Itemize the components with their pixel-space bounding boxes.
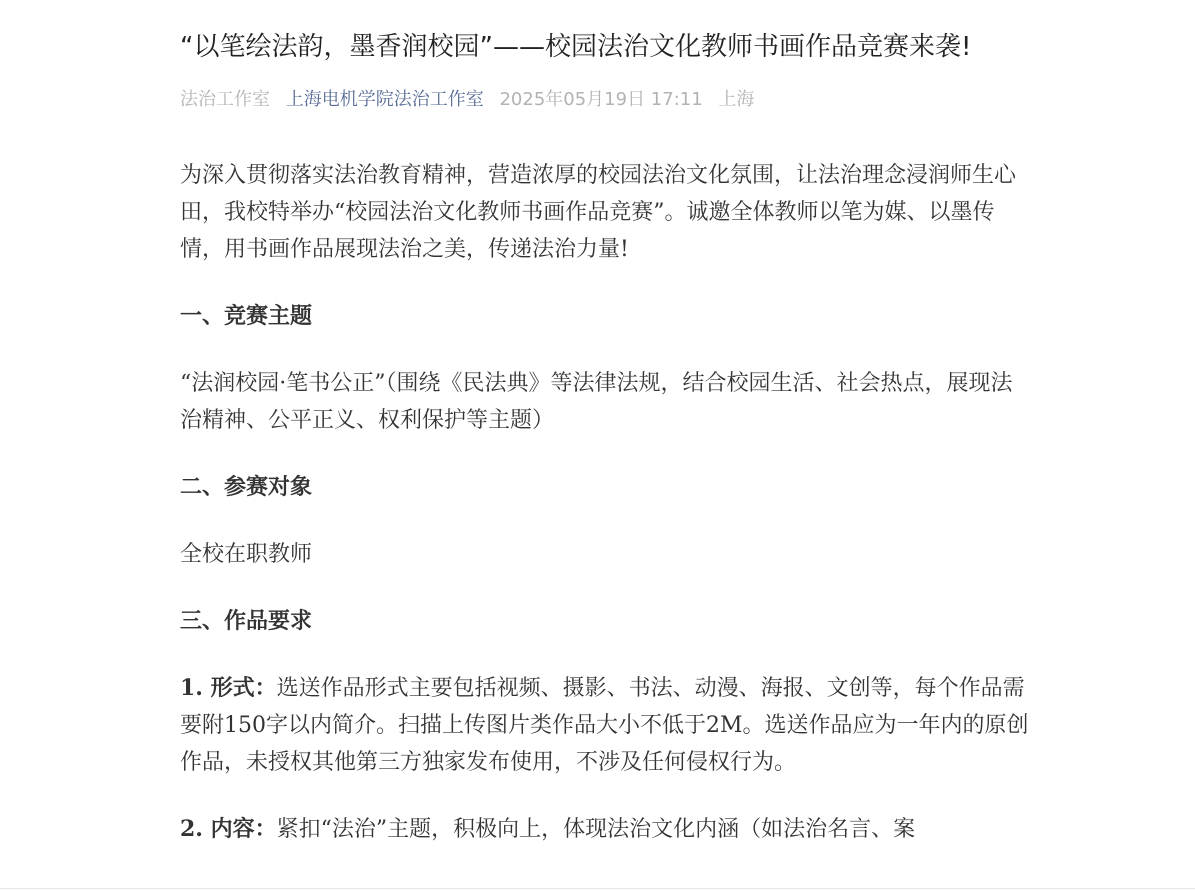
article [180,0,1030,848]
section-body-theme: “法润校园·笔书公正”（围绕《民法典》等法律法规，结合校园生活、社会热点，展现法治精神、公平正义、权利保护等主题） [180,371,1013,433]
article-content [180,157,1030,848]
publish-datetime: 2025年05月19日 17:11 [499,89,703,110]
requirement-label: 2. 内容： [180,816,277,842]
intro-paragraph: 为深入贯彻落实法治教育精神，营造浓厚的校园法治文化氛围，让法治理念浸润师生心田，我校特举办“校园法治文化教师书画作品竞赛”。诚邀全体教师以笔为媒、以墨传情，用书画作品展现法治之美，传递法治力量! [180,163,1017,262]
section-heading-participants: 二、参赛对象 [180,474,313,500]
requirement-text: 紧扣“法治”主题，积极向上，体现法治文化内涵（如法治名言、案 [276,817,916,842]
account-name-link[interactable]: 上海电机学院法治工作室 [285,89,484,110]
section-heading-requirements: 三、作品要求 [180,608,313,634]
publish-location: 上海 [718,89,755,110]
requirement-item [180,811,1030,848]
article-title: “以笔绘法韵，墨香润校园”——校园法治文化教师书画作品竞赛来袭! [180,32,972,62]
section-heading-theme: 一、竞赛主题 [180,303,313,329]
article-meta [180,87,1030,113]
meta-tag: 法治工作室 [180,89,270,110]
bottom-divider [0,888,1195,889]
section-body-participants: 全校在职教师 [180,542,313,567]
requirement-item [180,670,1030,781]
requirement-label: 1. 形式： [180,675,277,701]
requirement-text: 选送作品形式主要包括视频、摄影、书法、动漫、海报、文创等，每个作品需要附150字以内简介。扫描上传图片类作品大小不低于2M。选送作品应为一年内的原创作品，未授权其他第三方独家发布使用，不涉及任何侵权行为。 [180,676,1029,775]
